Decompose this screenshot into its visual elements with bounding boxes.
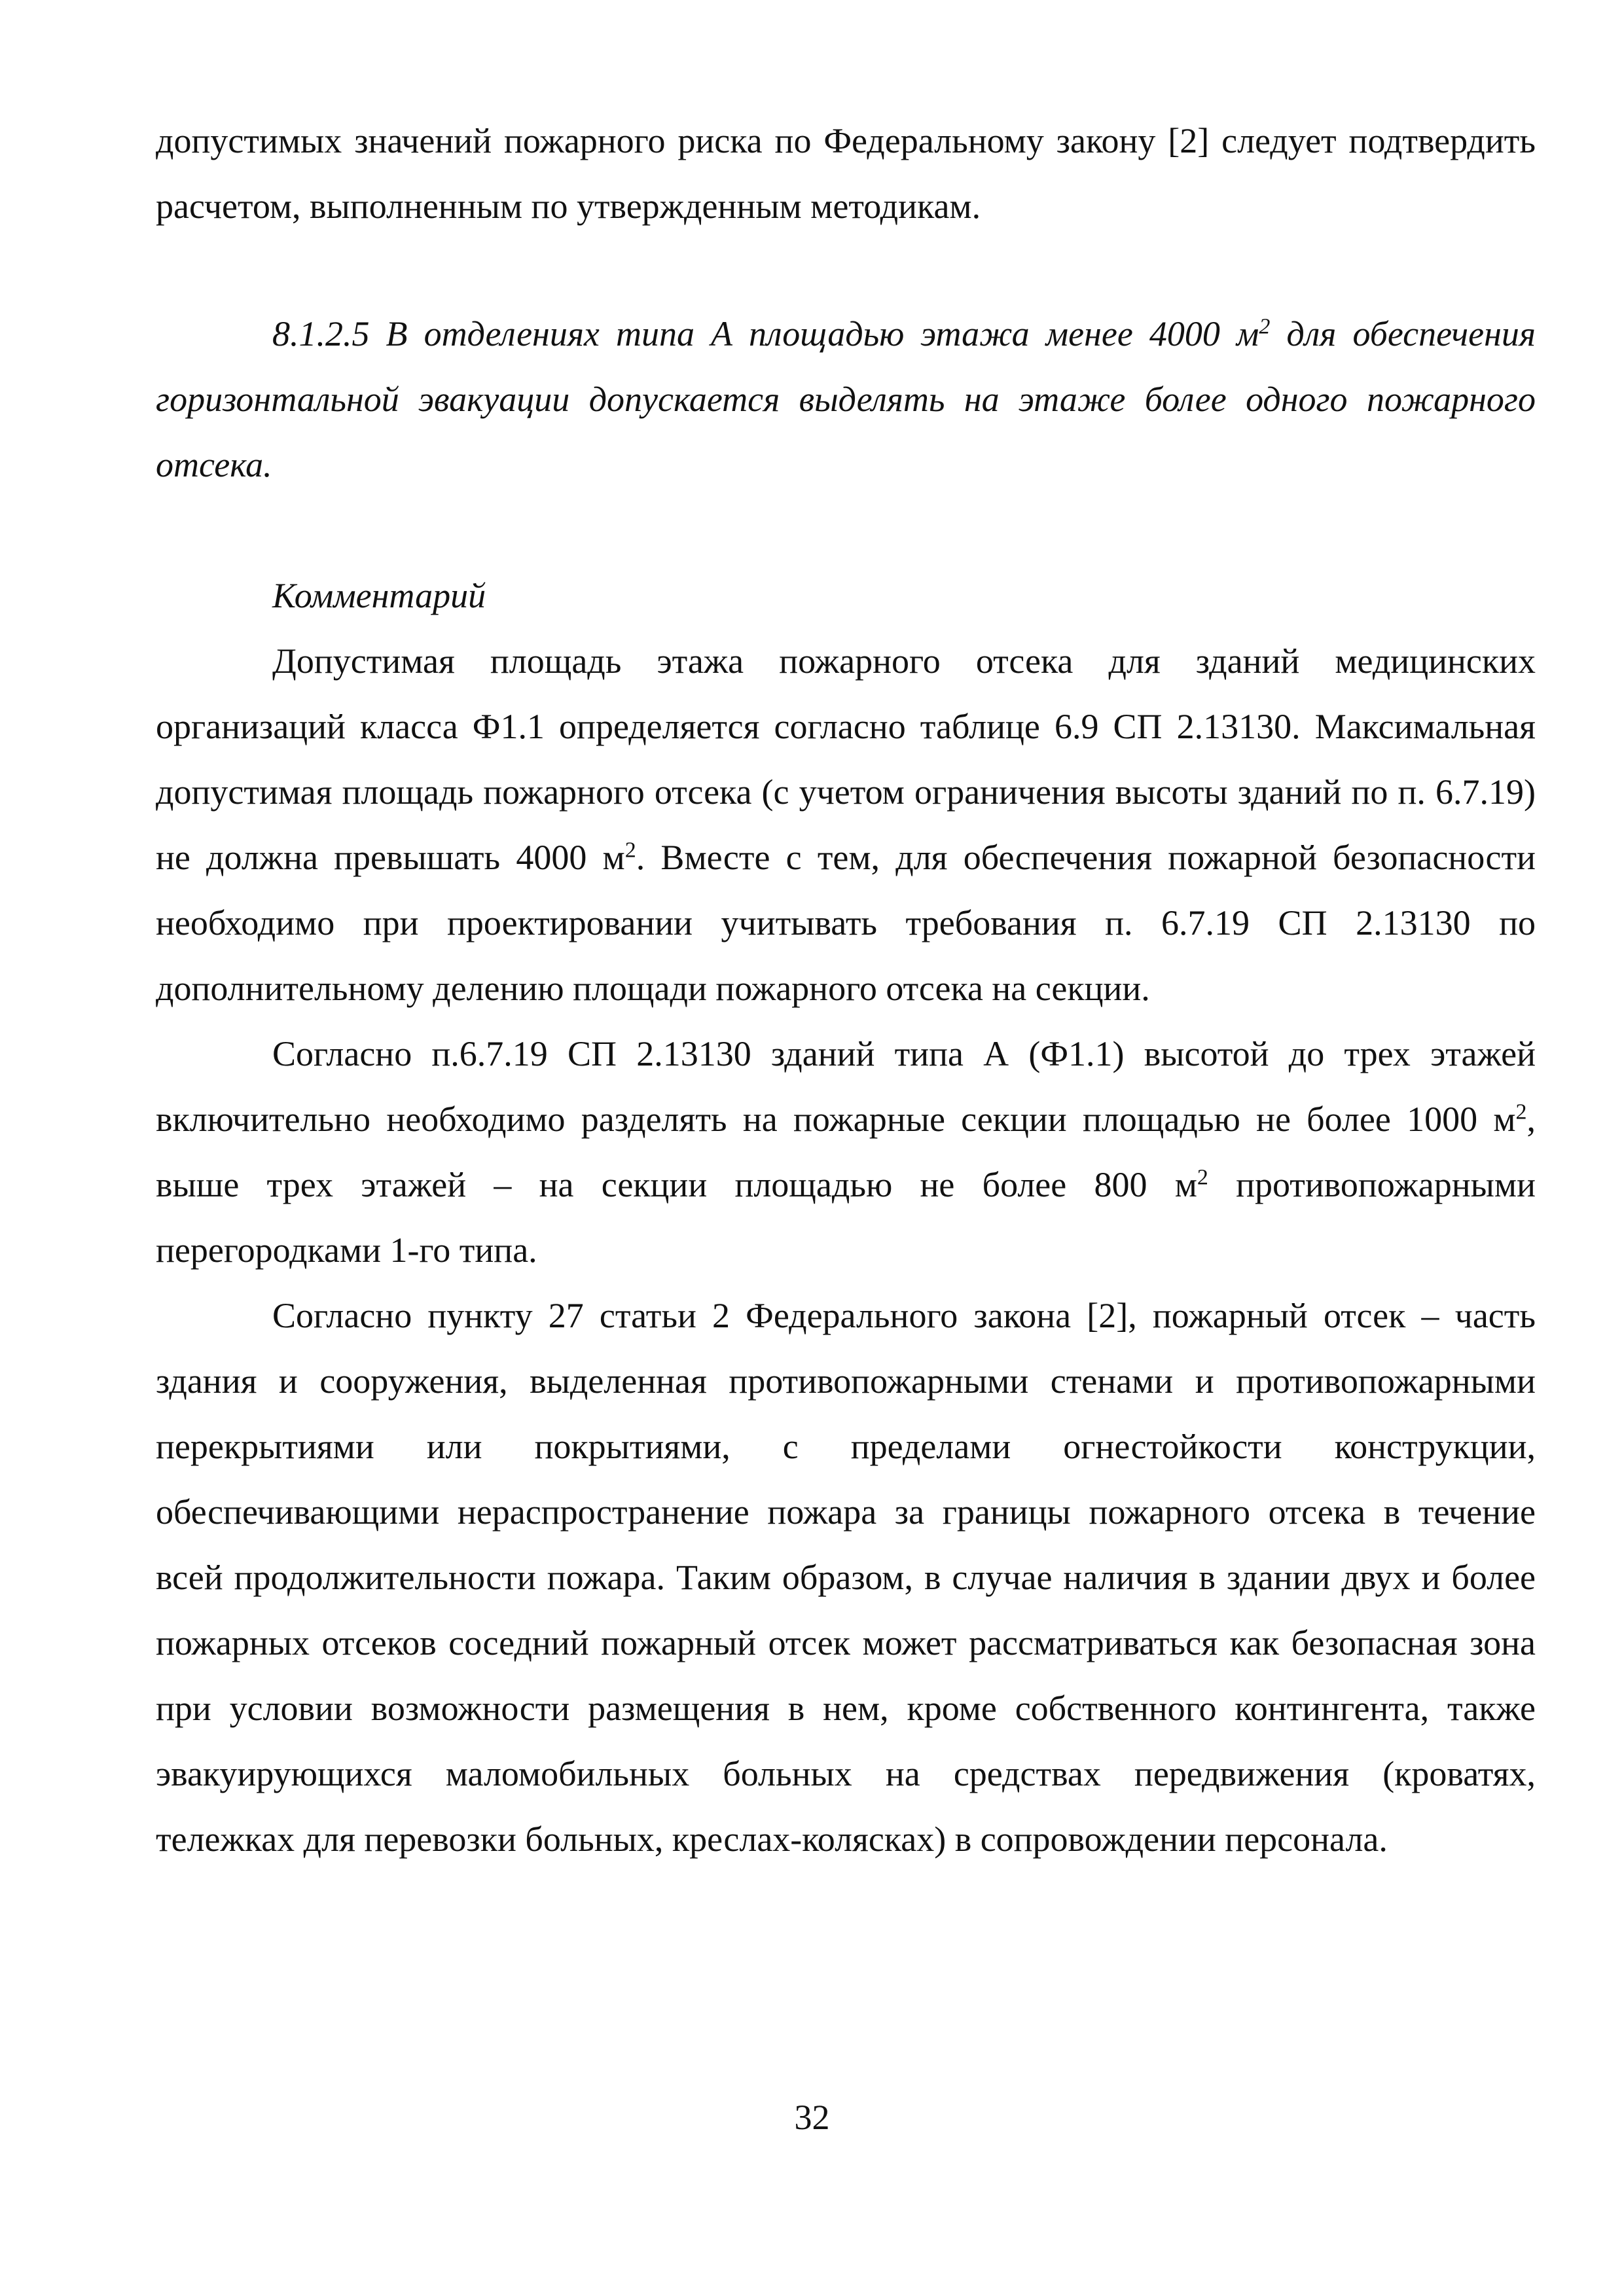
paragraph-risk-calculation: допустимых значений пожарного риска по Федеральному закону [2] следует подтвердить расчетом, выполненным по утвержденным методикам. xyxy=(156,121,1536,226)
permissible-area-text-end: . Вместе с тем, для обеспечения пожарной безопасности необходимо при проектировании учитывать требования п. 6.7.19 СП 2.13130 по дополнительному делению площади пожарного отсека на секции. xyxy=(156,838,1536,1008)
fire-sections-text-part1: Согласно п.6.7.19 СП 2.13130 зданий типа А (Ф1.1) высотой до трех этажей включительно необходимо разделять на пожарные секции площадью не более 1000 м xyxy=(156,1034,1536,1139)
commentary-heading: Комментарий xyxy=(272,576,486,615)
text-block-commentary xyxy=(156,563,1536,1872)
clause-8-1-2-5 xyxy=(156,301,1536,497)
superscript-2: 2 xyxy=(1197,1165,1208,1190)
paragraph-permissible-area xyxy=(156,628,1536,1021)
text-block-intro xyxy=(156,108,1536,239)
superscript-2: 2 xyxy=(624,838,636,863)
text-block-clause xyxy=(156,301,1536,497)
permissible-area-text-start: Допустимая площадь этажа пожарного отсека для зданий медицинских организаций класса Ф1.1 определяется согласно таблице 6.9 СП 2.13130. Максимальная допустимая площадь пожарного отсека (с учетом ограничения высоты зданий по п. 6.7.19) не должна превышать 4000 м xyxy=(156,641,1536,877)
paragraph-fire-compartment-definition: Согласно пункту 27 статьи 2 Федерального закона [2], пожарный отсек – часть здания и сооружения, выделенная противопожарными стенами и противопожарными перекрытиями или покрытиями, с пределами огнестойкости конструкции, обеспечивающими нераспространение пожара за границы пожарного отсека в течение всей продолжительности пожара. Таким образом, в случае наличия в здании двух и более пожарных отсеков соседний пожарный отсек может рассматриваться как безопасная зона при условии возможности размещения в нем, кроме собственного контингента, также эвакуирующихся маломобильных больных на средствах передвижения (кроватях, тележках для перевозки больных, креслах-колясках) в сопровождении персонала. xyxy=(156,1296,1536,1859)
clause-text-start: 8.1.2.5 В отделениях типа А площадью этажа менее 4000 м xyxy=(272,314,1259,353)
superscript-2: 2 xyxy=(1515,1100,1527,1124)
fire-sections-text-part3: противопожарными перегородками 1-го типа. xyxy=(156,1165,1536,1270)
page-number: 32 xyxy=(794,2098,830,2137)
fire-sections-text-part2: , выше трех этажей – на секции площадью не более 800 м xyxy=(156,1100,1536,1204)
superscript-2: 2 xyxy=(1259,314,1271,339)
paragraph-fire-sections xyxy=(156,1021,1536,1283)
clause-text-end: для обеспечения горизонтальной эвакуации допускается выделять на этаже более одного пожарного отсека. xyxy=(156,314,1536,484)
